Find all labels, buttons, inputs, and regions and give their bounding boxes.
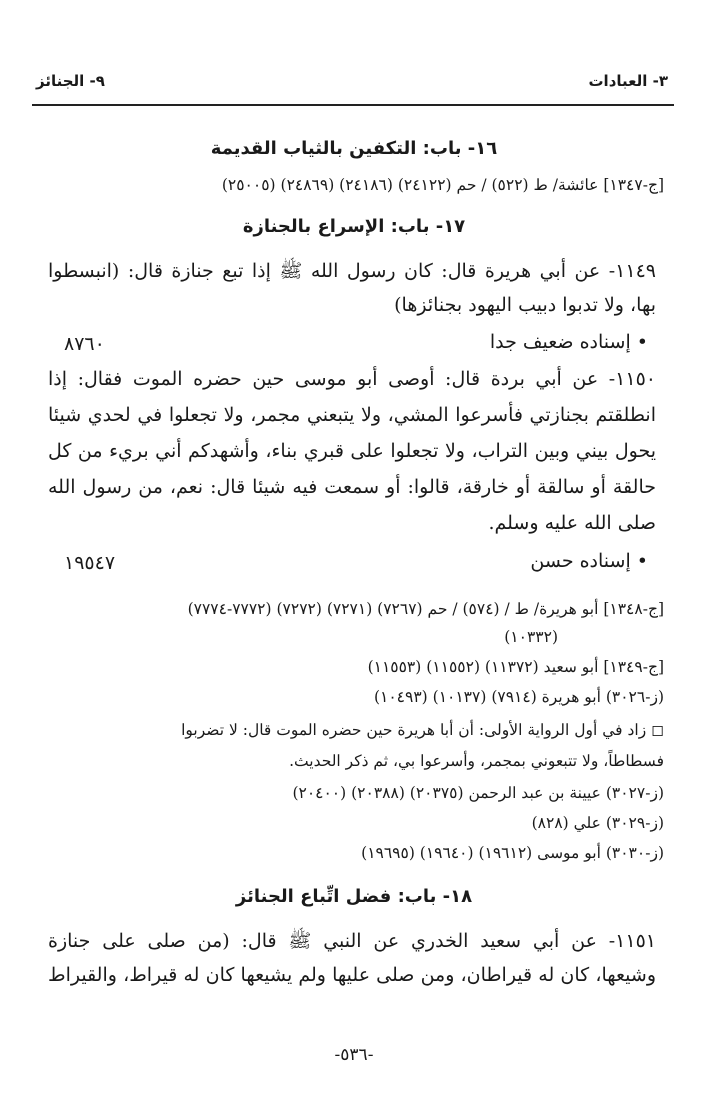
- header-rule: [32, 104, 674, 106]
- hadith-1149-number: ٨٧٦٠: [64, 333, 105, 355]
- reference-3027: (ز-٣٠٢٧) عيينة بن عبد الرحمن (٢٠٣٧٥) (٢٠٣٨٨) (٢٠٤٠٠): [292, 784, 664, 802]
- reference-1348-line-1: [ج-١٣٤٨] أبو هريرة/ ط / (٥٧٤) / حم (٧٢٦٧) (٧٢٧١) (٧٢٧٢) (٧٧٧٢-٧٧٧٤): [187, 600, 664, 618]
- hadith-1149-grade: • إسناده ضعيف جدا: [489, 331, 648, 353]
- hadith-1149-line-2: بها، ولا تدبوا دبيب اليهود بجنائزها): [394, 294, 656, 316]
- bab16-title: ١٦- باب: التكفين بالثياب القديمة: [210, 138, 498, 159]
- bab18-title: ١٨- باب: فضل اتِّباع الجنائز: [235, 886, 473, 907]
- note-line-1: ◻ زاد في أول الرواية الأولى: أن أبا هريرة حين حضره الموت قال: لا تضربوا: [181, 721, 664, 739]
- bab16-references: [ج-١٣٤٧] عائشة/ ط (٥٢٢) / حم (٢٤١٢٢) (٢٤١٨٦) (٢٤٨٦٩) (٢٥٠٠٥): [221, 176, 664, 194]
- hadith-1150-line-5: صلى الله عليه وسلم.: [488, 512, 656, 534]
- reference-3029: (ز-٣٠٢٩) علي (٨٢٨): [531, 814, 664, 832]
- reference-1349: [ج-١٣٤٩] أبو سعيد (١١٣٧٢) (١١٥٥٢) (١١٥٥٣): [367, 658, 664, 676]
- running-header-book: ٣- العبادات: [588, 72, 668, 90]
- hadith-1149-line-1: ١١٤٩- عن أبي هريرة قال: كان رسول الله ﷺ إذا تبع جنازة قال: (انبسطوا: [48, 260, 656, 282]
- bab17-title: ١٧- باب: الإسراع بالجنازة: [242, 216, 466, 237]
- hadith-1150-line-4: حالقة أو سالقة أو خارقة، قالوا: أو سمعت فيه شيئا قال: نعم، من رسول الله: [48, 476, 656, 498]
- hadith-1150-line-3: يحول بيني وبين التراب، ولا تجعلوا على قبري بناء، وأشهدكم أني بريء من كل: [48, 440, 656, 462]
- page-number: -٥٣٦-: [334, 1045, 374, 1065]
- hadith-1150-grade: • إسناده حسن: [530, 550, 648, 572]
- hadith-1150-number: ١٩٥٤٧: [64, 552, 116, 574]
- reference-1348-line-2: (١٠٣٣٢): [504, 628, 558, 646]
- reference-3030: (ز-٣٠٣٠) أبو موسى (١٩٦١٢) (١٩٦٤٠) (١٩٦٩٥): [361, 844, 664, 862]
- hadith-1150-line-1: ١١٥٠- عن أبي بردة قال: أوصى أبو موسى حين حضره الموت فقال: إذا: [48, 368, 656, 390]
- hadith-1151-line-2: وشيعها، كان له قيراطان، ومن صلى عليها ولم يشيعها كان له قيراط، والقيراط: [48, 964, 656, 986]
- hadith-1150-line-2: انطلقتم بجنازتي فأسرعوا المشي، ولا يتبعني مجمر، ولا تجعلوا في لحدي شيئا: [48, 404, 656, 426]
- hadith-1151-line-1: ١١٥١- عن أبي سعيد الخدري عن النبي ﷺ قال: (من صلى على جنازة: [48, 930, 656, 952]
- reference-3026: (ز-٣٠٢٦) أبو هريرة (٧٩١٤) (١٠١٣٧) (١٠٤٩٣): [373, 688, 664, 706]
- running-header-chapter: ٩- الجنائز: [36, 72, 105, 90]
- note-line-2: فسطاطاً، ولا تتبعوني بمجمر، وأسرعوا بي، ثم ذكر الحديث.: [289, 752, 664, 770]
